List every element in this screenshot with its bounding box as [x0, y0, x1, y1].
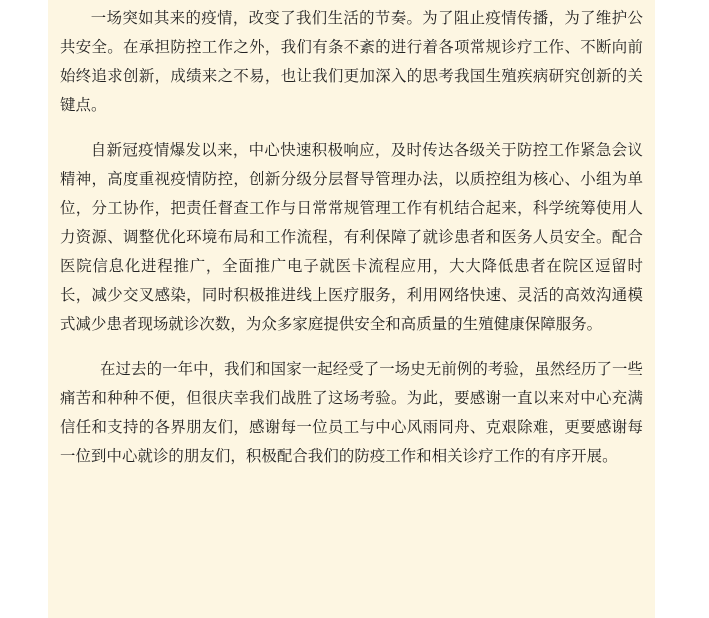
article-panel [48, 0, 655, 618]
article-paragraph: 自新冠疫情爆发以来，中心快速积极响应，及时传达各级关于防控工作紧急会议精神，高度重视疫情防控，创新分级分层督导管理办法，以质控组为核心、小组为单位，分工协作，把责任督查工作与日常常规管理工作有机结合起来，科学统筹使用人力资源、调整优化环境布局和工作流程，有利保障了就诊患者和医务人员安全。配合医院信息化进程推广，全面推广电子就医卡流程应用，大大降低患者在院区逗留时长，减少交叉感染，同时积极推进线上医疗服务，利用网络快速、灵活的高效沟通模式减少患者现场就诊次数，为众多家庭提供安全和高质量的生殖健康保障服务。 [60, 141, 643, 333]
article-paragraph: 在过去的一年中，我们和国家一起经受了一场史无前例的考验，虽然经历了一些痛苦和种种不便，但很庆幸我们战胜了这场考验。为此，要感谢一直以来对中心充满信任和支持的各界朋友们，感谢每一位员工与中心风雨同舟、克艰除难，更要感谢每一位到中心就诊的朋友们，积极配合我们的防疫工作和相关诊疗工作的有序开展。 [60, 360, 643, 465]
article-paragraph: 一场突如其来的疫情，改变了我们生活的节奏。为了阻止疫情传播，为了维护公共安全。在承担防控工作之外，我们有条不紊的进行着各项常规诊疗工作、不断向前始终追求创新，成绩来之不易，也让我们更加深入的思考我国生殖疾病研究创新的关键点。 [60, 9, 643, 114]
